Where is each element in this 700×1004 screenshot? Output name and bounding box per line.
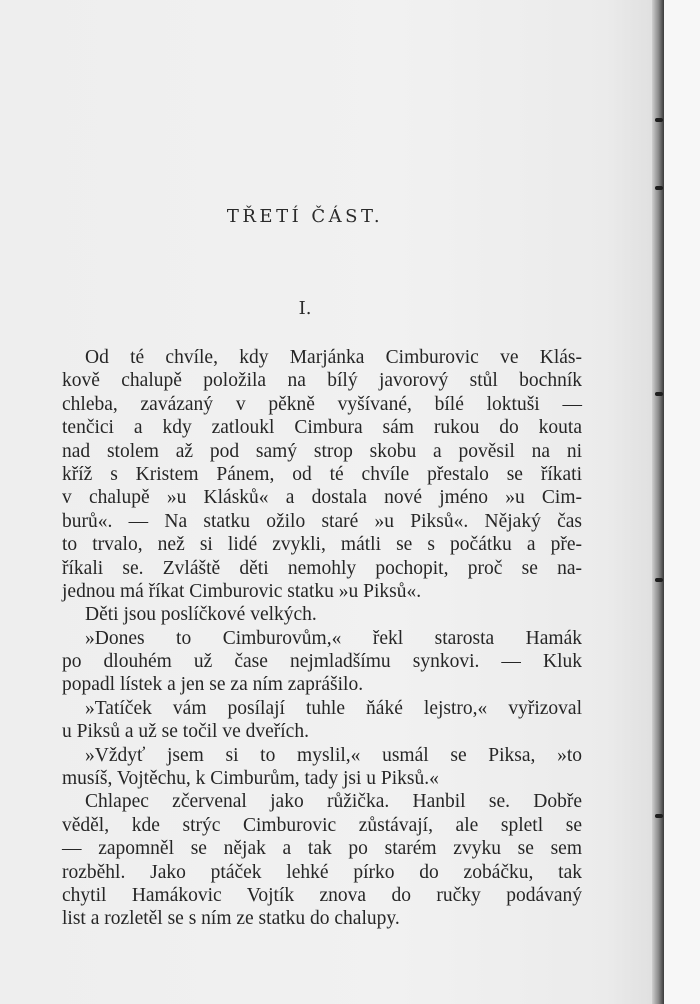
text-line: nad stolem až pod samý strop skobu a pověsil na ni <box>62 440 582 462</box>
binding-stitch <box>655 118 663 122</box>
binding-stitch <box>655 392 663 396</box>
text-line: tenčici a kdy zatloukl Cimbura sám rukou do kouta <box>62 417 582 439</box>
text-line: říkali se. Zvláště děti nemohly pochopit, proč se na- <box>62 557 582 579</box>
text-line: věděl, kde strýc Cimburovic zůstávají, ale spletl se <box>62 814 582 836</box>
binding-stitch <box>655 814 663 818</box>
text-line: v chalupě »u Klásků« a dostala nové jméno »u Cim- <box>62 487 582 509</box>
text-line: »Tatíček vám posílají tuhle ňáké lejstro,« vyřizoval <box>85 697 582 719</box>
text-line: rozběhl. Jako ptáček lehké pírko do zobáčku, tak <box>62 861 582 883</box>
text-line: list a rozletěl se s ním ze statku do chalupy. <box>62 908 400 930</box>
text-line: — zapomněl se nějak a tak po starém zvyku se sem <box>62 838 582 860</box>
text-line: »Dones to Cimburovům,« řekl starosta Hamák <box>85 627 582 649</box>
text-line: burů«. — Na statku ožilo staré »u Piksů«. Nějaký čas <box>62 510 582 532</box>
text-line: to trvalo, než si lidé zvykli, mátli se s počátku a pře- <box>62 534 582 556</box>
text-line: chleba, zavázaný v pěkně vyšívané, bílé loktuši — <box>62 393 582 415</box>
text-line: Děti jsou poslíčkové velkých. <box>85 604 317 626</box>
chapter-number: I. <box>298 298 312 319</box>
text-line: Od té chvíle, kdy Marjánka Cimburovic ve Klás- <box>85 347 582 368</box>
text-line: jednou má říkat Cimburovic statku »u Piksů«. <box>62 580 422 602</box>
text-line: popadl lístek a jen se za ním zaprášilo. <box>62 674 364 696</box>
text-line: musíš, Vojtěchu, k Cimburům, tady jsi u Piksů.« <box>62 768 439 790</box>
binding-stitch <box>655 578 663 582</box>
text-line: Chlapec zčervenal jako růžička. Hanbil se. Dobře <box>85 791 582 813</box>
chapter-text <box>62 346 582 931</box>
binding-stitch <box>655 186 663 190</box>
text-line: kříž s Kristem Pánem, od té chvíle přestalo se říkati <box>62 463 582 485</box>
text-line: u Piksů a už se točil ve dveřích. <box>62 721 309 743</box>
text-line: po dlouhém už čase nejmladšímu synkovi. — Kluk <box>62 651 582 673</box>
page-edge-shadow <box>652 0 664 1004</box>
part-title: TŘETÍ ČÁST. <box>226 206 384 227</box>
text-line: chytil Hamákovic Vojtík znova do ručky podávaný <box>62 884 582 906</box>
text-line: »Vždyť jsem si to myslil,« usmál se Piksa, »to <box>85 744 582 766</box>
text-line: kově chalupě položila na bílý javorový stůl bochník <box>62 370 582 392</box>
scan-backdrop <box>664 0 700 1004</box>
